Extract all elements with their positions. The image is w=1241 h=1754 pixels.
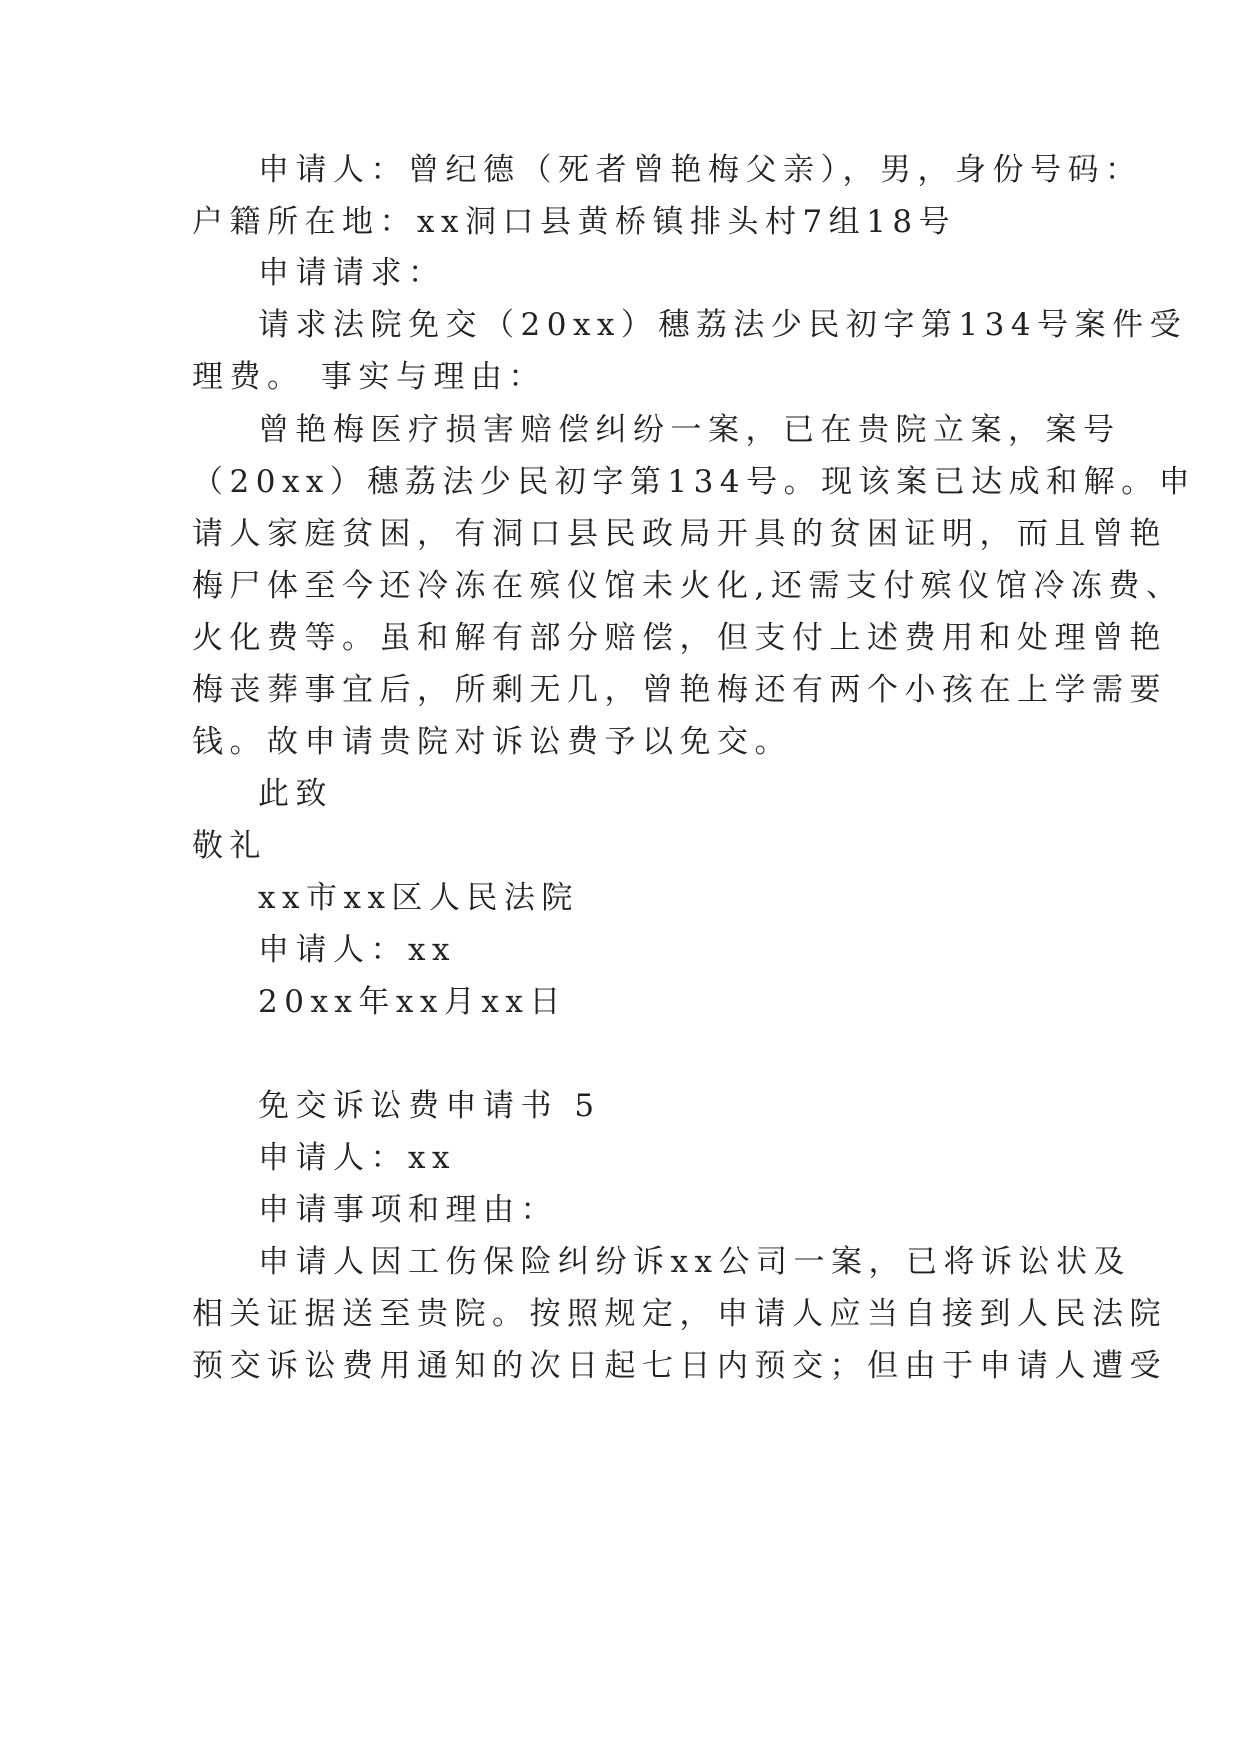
matters-heading: 申请事项和理由： <box>258 1192 558 1228</box>
household-address-line: 户籍所在地：xx洞口县黄桥镇排头村7组18号 <box>192 204 957 240</box>
facts-paragraph-line: 火化费等。虽和解有部分赔偿，但支付上述费用和处理曾艳 <box>192 620 1167 656</box>
applicant-line: 申请人：xx <box>258 1140 456 1176</box>
facts-paragraph-line: 梅丧葬事宜后，所剩无几，曾艳梅还有两个小孩在上学需要 <box>192 672 1167 708</box>
request-heading: 申请请求： <box>258 255 446 291</box>
signature-applicant: 申请人：xx <box>258 932 456 968</box>
facts-paragraph-line: （20xx）穗荔法少民初字第134号。现该案已达成和解。申 <box>192 464 1197 500</box>
reason-paragraph-line: 预交诉讼费用通知的次日起七日内预交；但由于申请人遭受 <box>192 1348 1167 1384</box>
facts-paragraph-line: 曾艳梅医疗损害赔偿纠纷一案，已在贵院立案，案号 <box>258 412 1121 448</box>
request-text-line: 请求法院免交（20xx）穗荔法少民初字第134号案件受 <box>258 307 1188 343</box>
section-title: 免交诉讼费申请书 5 <box>258 1088 601 1124</box>
reason-paragraph-line: 相关证据送至贵院。按照规定，申请人应当自接到人民法院 <box>192 1296 1167 1332</box>
facts-paragraph-line: 梅尸体至今还冷冻在殡仪馆未火化,还需支付殡仪馆冷冻费、 <box>192 568 1184 604</box>
court-name: xx市xx区人民法院 <box>258 880 579 916</box>
request-text-line: 理费。 事实与理由： <box>192 359 546 395</box>
closing-salutation: 此致 <box>258 776 333 812</box>
facts-paragraph-line: 钱。故申请贵院对诉讼费予以免交。 <box>192 724 792 760</box>
applicant-line: 申请人：曾纪德（死者曾艳梅父亲），男，身份号码： <box>258 152 1143 188</box>
facts-paragraph-line: 请人家庭贫困，有洞口县民政局开具的贫困证明，而且曾艳 <box>192 516 1167 552</box>
reason-paragraph-line: 申请人因工伤保险纠纷诉xx公司一案，已将诉讼状及 <box>258 1244 1131 1280</box>
signature-date: 20xx年xx月xx日 <box>258 984 567 1020</box>
closing-regards: 敬礼 <box>192 828 267 864</box>
